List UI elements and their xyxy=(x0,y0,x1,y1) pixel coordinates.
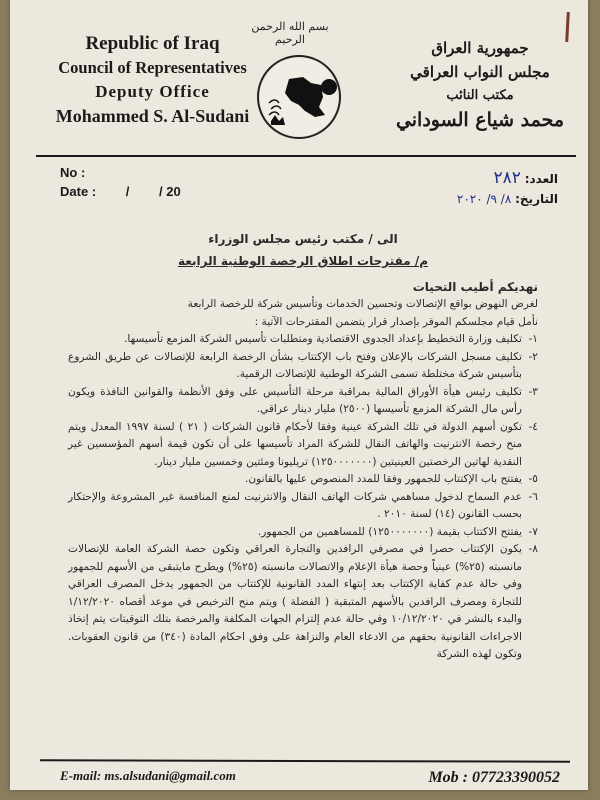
basmala-calligraphy: بسم الله الرحمن الرحيم xyxy=(251,20,329,46)
letter-page xyxy=(10,0,588,790)
proposal-item xyxy=(68,384,538,419)
mobile-contact: Mob : 07723390052 xyxy=(428,769,560,786)
item-text: تكليف وزارة التخطيط بإعداد الجدوى الاقتصادية ومتطلبات تأسيس الشركة المزمع تأسيسها. xyxy=(124,333,522,345)
item-number: ١- xyxy=(528,333,538,345)
item-text: يفتتح الاكتتاب بقيمة (١٢٥٠٠٠٠٠٠٠) للمساهمين من الجمهور. xyxy=(257,525,522,538)
item-number: ٣- xyxy=(528,385,538,398)
letterhead-council: Council of Representatives xyxy=(58,58,247,77)
item-text: تكليف مسجل الشركات بالإعلان وفتح باب الإكتتاب بشأن الرخصة الرابعة للإتصالات عن طريق الشروع بتأسيس شركة مختلطة تسمى الشركة الوطنية للإتصالات الرقمية. xyxy=(68,350,522,380)
date-slash-2: / 20 xyxy=(159,184,181,199)
item-number: ٥- xyxy=(528,473,538,485)
subject-line: م/ مقترحات اطلاق الرخصة الوطنية الرابعة xyxy=(177,254,429,268)
item-number: ٧- xyxy=(528,525,538,538)
english-letterhead xyxy=(50,32,255,128)
letterhead-office: Deputy Office xyxy=(95,82,210,101)
proposal-item xyxy=(68,419,538,472)
email-contact[interactable]: E-mail: ms.alsudani@gmail.com xyxy=(60,768,236,783)
item-text: تكون أسهم الدولة في تلك الشركة عينية وفقا لأحكام قانون الشركات ( ٢١ ) لسنة ١٩٩٧ المعدل ويتم منح رخصة الانترنيت والهاتف النقال للشركة المراد تأسيسها على أن تكون قيمة أسهم المؤسسين غير النقدية لهاتين الرخصتين العينيتين (١٢٥٠٠٠٠٠٠٠) تريليونا ومئتين وخمسين مليار دينار. xyxy=(68,420,522,468)
proposal-item xyxy=(68,524,538,542)
date-label-ar: التاريخ: xyxy=(515,192,558,206)
letterhead-name: Mohammed S. Al-Sudani xyxy=(55,106,250,126)
item-number: ٤- xyxy=(528,420,538,433)
item-text: تكليف رئيس هيأة الأوراق المالية بمراقبة مرحلة التأسيس على وفق الأنظمة والقوانين النافذة ويكون رأس مال الشركة المزمع تأسيسها (٢٥٠٠) مليار دينار عراقي. xyxy=(68,385,522,415)
intro-line-2: نأمل قيام مجلسكم الموقر بإصدار قرار يتضمن المقترحات الآتية : xyxy=(254,315,538,328)
date-slash-1: / xyxy=(125,184,130,199)
letterhead-name-ar: محمد شياع السوداني xyxy=(395,109,565,131)
footer-divider xyxy=(40,759,570,762)
date-value-ar: ٨/ ٩/ ٢٠٢٠ xyxy=(456,192,512,206)
item-text: يفتتح باب الإكتتاب للجمهور وفقا للمدد المنصوص عليها بالقانون. xyxy=(245,473,522,485)
greeting: نهديكم أطيب التحيات xyxy=(412,280,538,294)
header-divider xyxy=(36,155,576,157)
item-text: يكون الإكتتاب حصرا في مصرفي الرافدين والتجارة العراقي وتكون حصة الشركة العامة للإتصالات مانسبته (٢٥%) عينياً وحصة هيأة الإعلام والاتصالات مانسبته (٢٥%) ويطرح مايتبقى من الأسهم للجمهور وفي حالة عدم كفاية الإكتتاب بعد إنتهاء المدد القانونية للإكتتاب من الجمهور يدخل المصرف العراقي للتجارة ومصرف الرافدين بالأسهم المتبقية ( الفضلة ) ويتم منح الترخيص في موعد أقصاه ١/١٢/٢٠٢٠ والبدء بالنشر في ١٠/١٢/٢٠٢٠ وفي حالة عدم إلتزام الجهات المكلفة والمرخصة بتلك التوقيتات يتم إتخاذ الاجراءات القانونية بحقهم من الادعاء العام والنزاهة على وفق احكام المادة (٣٤٠) من قانون العقوبات. وتكون لهذه الشركة xyxy=(68,543,522,660)
proposal-item xyxy=(68,471,538,489)
letterhead-office-ar: مكتب النائب xyxy=(446,88,514,103)
letterhead-country: Republic of Iraq xyxy=(85,33,220,54)
proposal-item xyxy=(68,541,538,664)
reference-fields-en xyxy=(60,163,181,201)
letterhead-country-ar: جمهورية العراق xyxy=(431,39,529,57)
number-label-ar: العدد: xyxy=(524,172,558,186)
proposal-item xyxy=(68,331,538,349)
arabic-letterhead xyxy=(390,36,570,132)
number-value-ar: ٢٨٢ xyxy=(493,168,521,188)
proposal-item xyxy=(68,489,538,524)
no-label: No : xyxy=(60,165,86,180)
date-label: Date : xyxy=(60,184,97,199)
letter-body xyxy=(68,232,538,664)
item-number: ٨- xyxy=(528,543,538,555)
iraq-map-emblem-icon xyxy=(257,55,341,139)
item-number: ٦- xyxy=(528,490,538,503)
letterhead-council-ar: مجلس النواب العراقي xyxy=(410,63,550,81)
recipient-line: الى / مكتب رئيس مجلس الوزراء xyxy=(208,232,398,246)
item-number: ٢- xyxy=(528,350,538,363)
reference-fields-ar xyxy=(410,168,558,209)
proposal-item xyxy=(68,349,538,384)
item-text: عدم السماح لدخول مساهمي شركات الهاتف النقال والانترنيت لمنع المنافسة غير المشروعة والإحتكار بحسب القانون (١٤) لسنة ٢٠١٠ . xyxy=(68,490,522,520)
intro-line-1: لغرض النهوض بواقع الإتصالات وتحسين الخدمات وتأسيس شركة للرخصة الرابعة xyxy=(187,298,538,310)
